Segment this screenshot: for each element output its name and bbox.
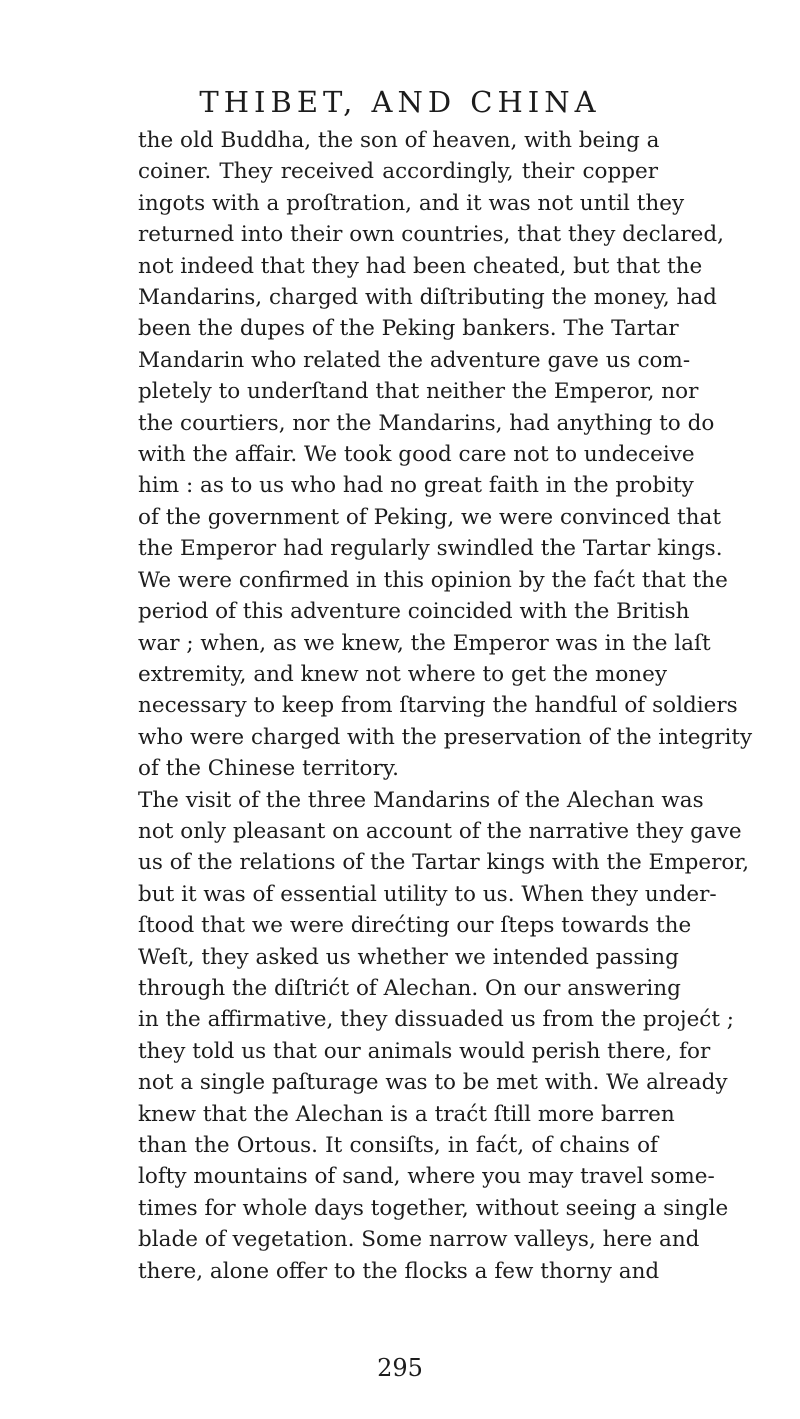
text-line: the old Buddha, the son of heaven, with being a <box>138 128 660 153</box>
text-line: war ; when, as we knew, the Emperor was in the laſt <box>138 630 711 656</box>
text-line: there, alone offer to the flocks a few thorny and <box>138 1258 660 1284</box>
text-line: Weſt, they asked us whether we intended passing <box>138 944 679 970</box>
text-line: Mandarin who related the adventure gave us com- <box>138 347 691 373</box>
text-line: of the Chinese territory. <box>138 756 399 782</box>
text-line: knew that the Alechan is a traćt ſtill more barren <box>138 1101 675 1127</box>
text-line: through the diſtrićt of Alechan. On our answering <box>138 975 681 1001</box>
text-line: in the affirmative, they dissuaded us from the projećt ; <box>138 1007 735 1033</box>
text-line: of the government of Peking, we were convinced that <box>138 504 721 530</box>
text-line: been the dupes of the Peking bankers. The Tartar <box>138 316 679 342</box>
text-line: with the affair. We took good care not to undeceive <box>138 442 695 468</box>
text-line: they told us that our animals would perish there, for <box>138 1038 711 1064</box>
text-line: coiner. They received accordingly, their copper <box>138 159 658 185</box>
text-line: lofty mountains of sand, where you may travel some- <box>138 1164 715 1190</box>
text-line: not indeed that they had been cheated, but that the <box>138 253 703 279</box>
body-text <box>138 125 753 1287</box>
text-line: ſtood that we were direćting our ſteps towards the <box>138 913 692 939</box>
text-line: who were charged with the preservation of the integrity <box>138 724 753 750</box>
text-line: pletely to underſtand that neither the Emperor, nor <box>138 379 699 405</box>
text-line: ingots with a proſtration, and it was not until they <box>138 190 685 216</box>
text-line: not only pleasant on account of the narrative they gave <box>138 818 742 844</box>
running-head: THIBET, AND CHINA <box>199 85 601 119</box>
text-line: returned into their own countries, that they declared, <box>138 222 724 248</box>
text-line: Mandarins, charged with diſtributing the money, had <box>138 285 717 311</box>
text-line: the courtiers, nor the Mandarins, had anything to do <box>138 410 715 436</box>
text-line: necessary to keep from ſtarving the handful of soldiers <box>138 693 738 719</box>
text-line: We were confirmed in this opinion by the faćt that the <box>138 567 728 593</box>
text-line: him : as to us who had no great faith in the probity <box>138 473 694 499</box>
text-line: extremity, and knew not where to get the money <box>138 661 667 687</box>
text-line: us of the relations of the Tartar kings with the Emperor, <box>138 850 750 876</box>
text-line: the Emperor had regularly swindled the Tartar kings. <box>138 536 723 562</box>
text-line: blade of vegetation. Some narrow valleys, here and <box>138 1227 700 1253</box>
text-line: times for whole days together, without seeing a single <box>138 1195 729 1221</box>
text-line: not a single paſturage was to be met with. We already <box>138 1070 728 1096</box>
text-line: but it was of essential utility to us. When they under- <box>138 881 717 907</box>
page-number: 295 <box>377 1354 423 1382</box>
text-line: than the Ortous. It consiſts, in faćt, of chains of <box>138 1133 658 1158</box>
text-line: The visit of the three Mandarins of the Alechan was <box>138 787 704 813</box>
text-line: period of this adventure coincided with the British <box>138 599 690 625</box>
